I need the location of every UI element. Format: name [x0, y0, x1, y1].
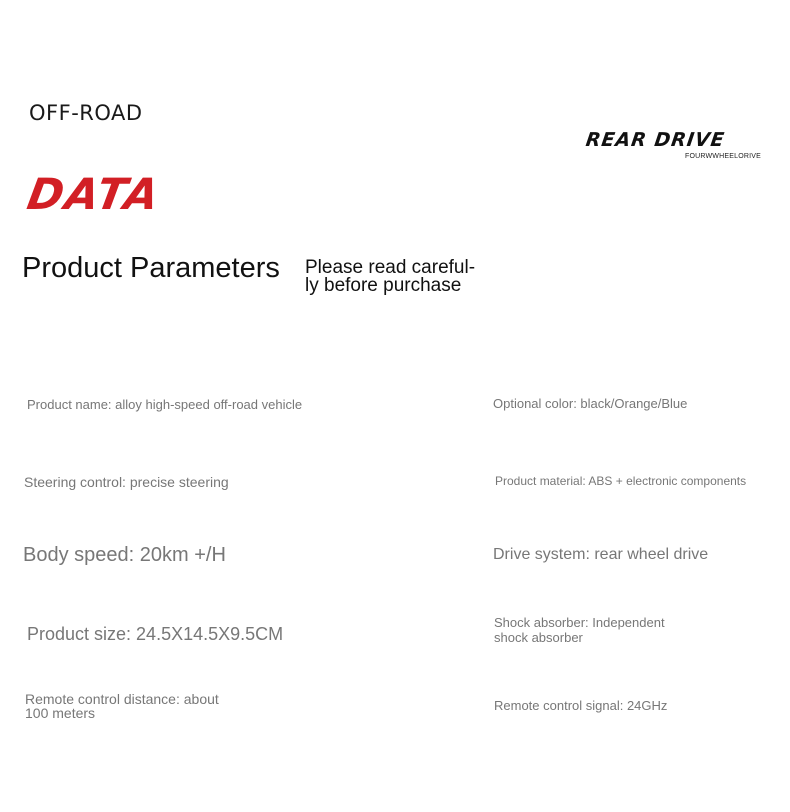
spec-remote-distance: [25, 692, 219, 720]
data-section-logo: DATA: [23, 170, 165, 220]
spec-product-size: Product size: 24.5X14.5X9.5CM: [27, 624, 284, 644]
page-title: Product Parameters: [22, 252, 280, 284]
spec-remote-distance-line-1: Remote control distance: about: [25, 691, 219, 707]
purchase-note-line-1: Please read careful-: [305, 257, 476, 278]
brand-logo-title: REAR DRIVE: [584, 129, 727, 151]
purchase-note: [305, 259, 495, 295]
brand-logo-subtitle: FOURWWHEELORIVE: [685, 153, 761, 160]
spec-body-speed: Body speed: 20km +/H: [23, 544, 226, 566]
spec-steering-control: Steering control: precise steering: [24, 474, 229, 490]
category-label: OFF-ROAD: [29, 101, 143, 125]
spec-product-name: Product name: alloy high-speed off-road vehicle: [27, 397, 303, 412]
spec-remote-distance-line-2: 100 meters: [25, 705, 96, 721]
spec-shock-absorber-line-1: Shock absorber: Independent: [494, 615, 665, 630]
purchase-note-line-2: ly before purchase: [305, 275, 462, 296]
spec-drive-system: Drive system: rear wheel drive: [493, 546, 709, 563]
spec-shock-absorber: [494, 615, 665, 645]
spec-product-material: Product material: ABS + electronic components: [495, 474, 747, 488]
spec-optional-color: Optional color: black/Orange/Blue: [493, 396, 688, 411]
spec-shock-absorber-line-2: shock absorber: [494, 630, 583, 645]
spec-remote-signal: Remote control signal: 24GHz: [494, 698, 668, 713]
